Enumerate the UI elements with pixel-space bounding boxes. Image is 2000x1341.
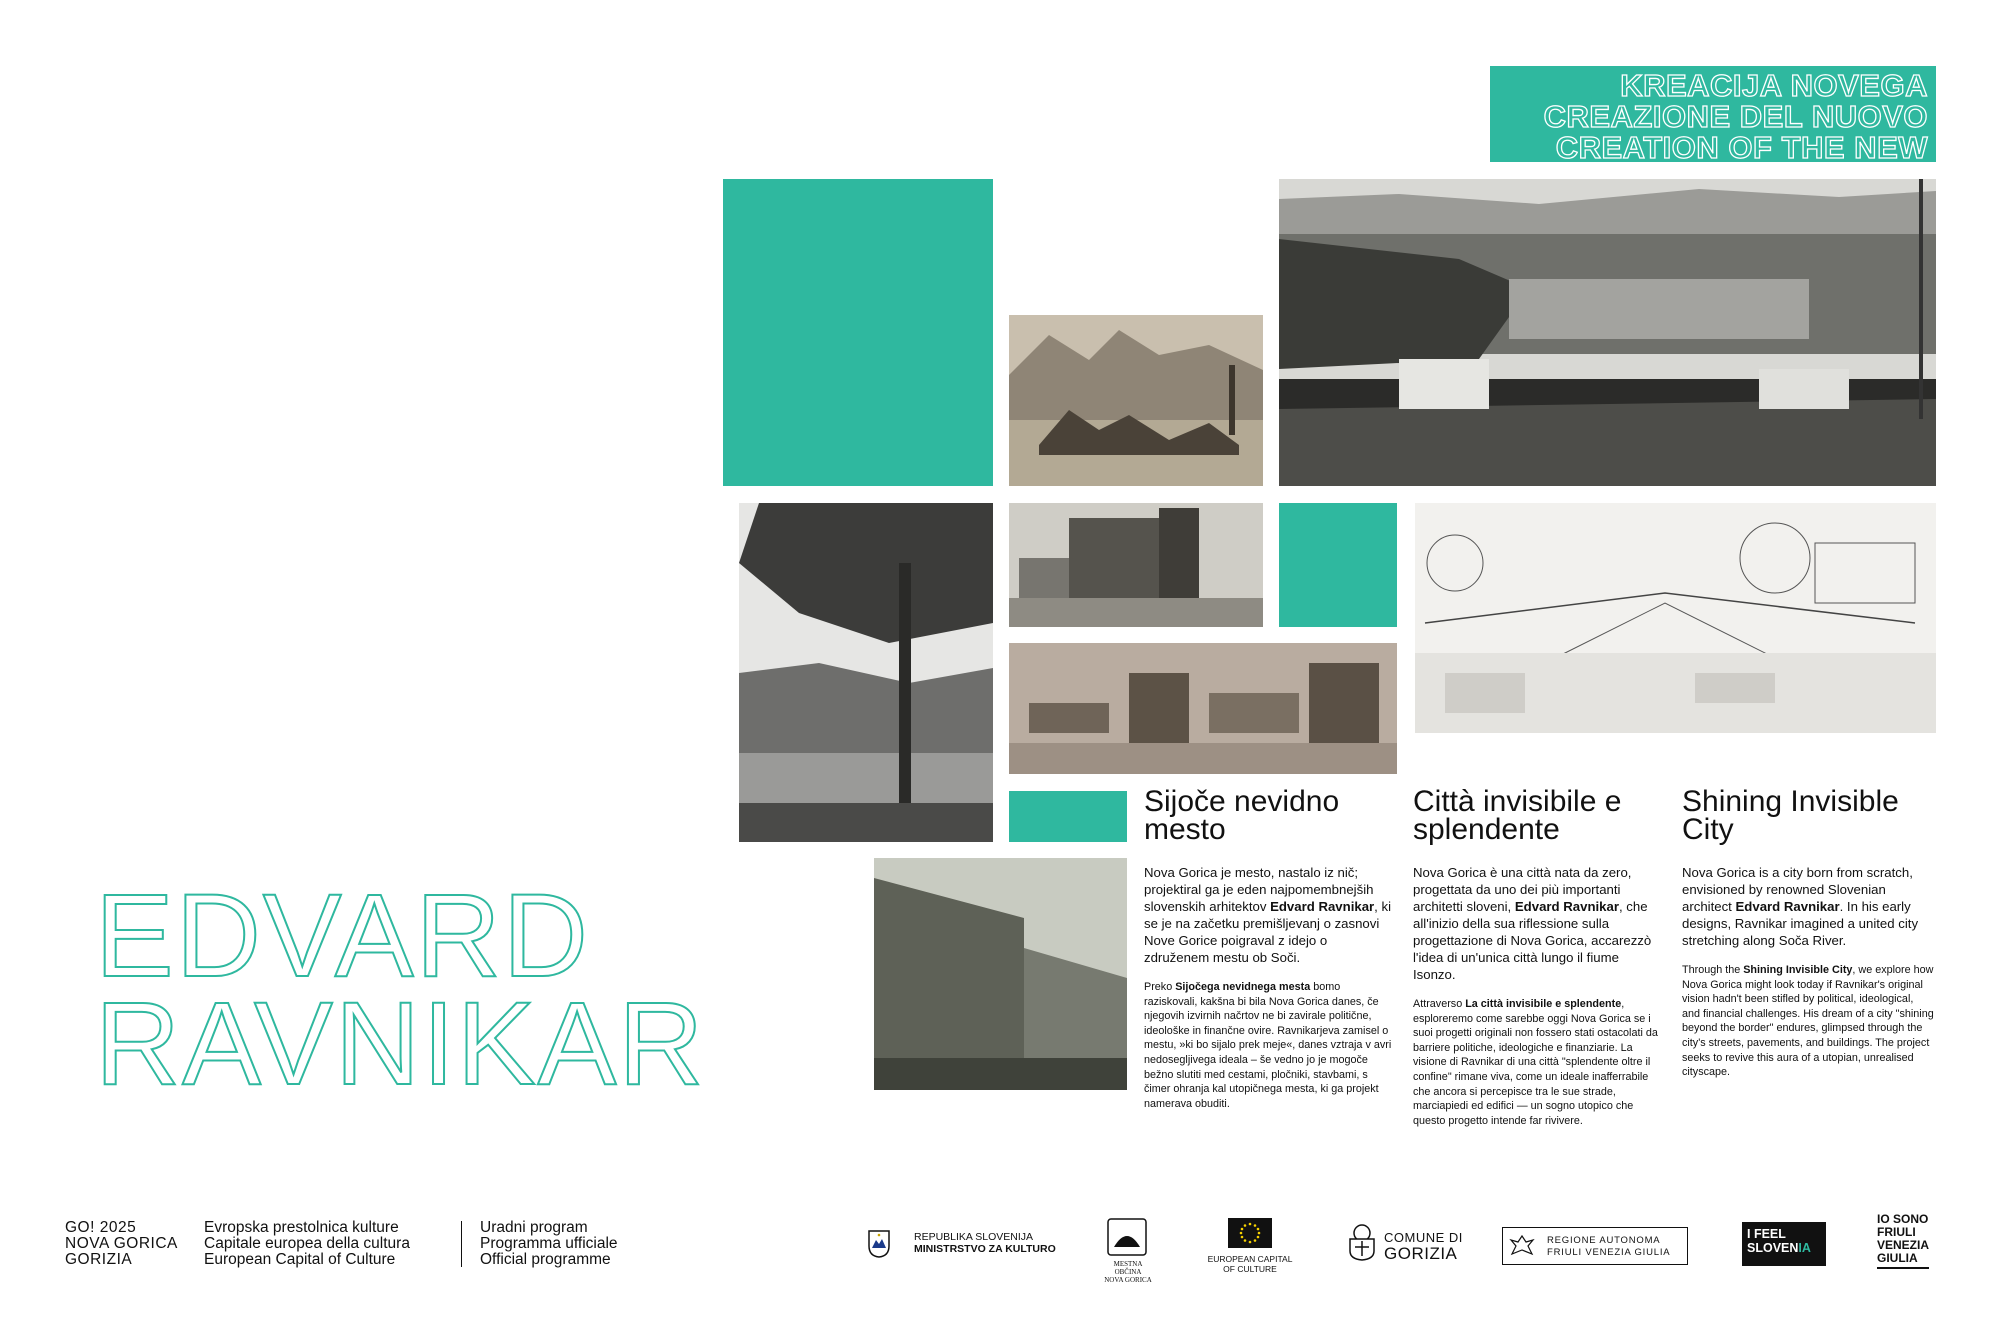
column-slovenian [1144,785,1396,1111]
column-lead: Nova Gorica è una città nata da zero, progettata da uno dei più importanti architetti sloveni, Edvard Ravnikar, che all'inizio della sua riflessione sulla progettazione di Nova Gorica, accarezzò l'idea di un'unica città lungo il fiume Isonzo. [1413,865,1652,982]
ecoc-logo-text: EUROPEAN CAPITAL OF CULTURE [1207,1254,1293,1274]
fvg-region-logo: REGIONE AUTONOMA FRIULI VENEZIA GIULIA [1502,1227,1688,1265]
column-title: Shining Invisible City [1682,785,1899,846]
photo-building-construction [874,858,1127,1090]
photo-panorama-terrace [1279,179,1936,486]
photo-tree-view [739,503,993,842]
teal-block-mid [1279,503,1397,627]
slovenia-coat-of-arms-icon [868,1230,890,1258]
official-programme-label: Uradni program Programma ufficiale Official programme [480,1219,618,1268]
photo-apartment-building [1009,503,1263,627]
column-body: Preko Sijočega nevidnega mesta bomo raziskovali, kakšna bi bila Nova Gorica danes, če njegovih izvirnih načrtov ne bi zavirale politične, ideološke in finančne ovire. Ravnikarjeva zamisel o mestu, »ki bo sijalo prek meje«, danes vztraja v avri nedosegljivega ideala – še vedno jo je mogoče bežno slutiti med cestami, pločniki, stavbami, s čimer ohranja kal utopičnega mesta, ki ga projekt namerava obuditi. [1144,981,1392,1110]
headline-sl: KREACIJA NOVEGA [1620,68,1928,103]
ministry-culture-logo: REPUBLIKA SLOVENIJA MINISTRSTVO ZA KULTURO [914,1231,1056,1255]
eagle-icon [1508,1232,1536,1260]
column-italian [1413,785,1665,1128]
iosono-fvg-logo: IO SONO FRIULI VENEZIA GIULIA [1877,1213,1929,1269]
teal-block-large [723,179,993,486]
column-title: Città invisibile e splendente [1413,785,1622,846]
ifeelslovenia-logo: I FEEL SLOVENIA [1742,1222,1826,1266]
photo-city-model [1009,643,1397,774]
column-lead: Nova Gorica je mesto, nastalo iz nič; projektiral ga je eden najpomembnejših slovenskih arhitektov Edvard Ravnikar, ki se je na začetku premišljevanj o zasnovi Nove Gorice poigraval z idejo o združenem mestu ob Soči. [1144,865,1392,965]
architect-name [95,870,735,1110]
headline-block [1490,66,1936,165]
column-title: Sijoče nevidno mesto [1144,785,1340,846]
column-body: Attraverso La città invisibile e splendente, esploreremo come sarebbe oggi Nova Gorica se i suoi progetti originali non fossero stati ostacolati da barriere politiche, ideologiche e finanziarie. La visione di Ravnikar di una città "splendente oltre il confine" rimane viva, come un ideale inafferrabile che ancora si percepisce tra le sue strade, marciapiedi ed edifici — un sogno utopico che questo progetto intende far rivivere. [1413,998,1658,1127]
gorizia-logo-text: COMUNE DI GORIZIA [1384,1230,1463,1263]
column-english [1682,785,1934,1080]
gorizia-crest-icon [1346,1223,1378,1261]
footer-divider [461,1221,462,1267]
eu-flag-icon [1228,1218,1272,1248]
headline-it: CREAZIONE DEL NUOVO [1543,99,1928,134]
drawing-plan-sketch [1415,503,1936,733]
capital-of-culture-label: Evropska prestolnica kulture Capitale europea della cultura European Capital of Culture [204,1219,410,1268]
name-first: EDVARD [95,870,591,1002]
mong-crest-icon [1106,1217,1148,1257]
go2025-logo: GO! 2025 NOVA GORICA GORIZIA [65,1219,178,1268]
column-body: Through the Shining Invisible City, we explore how Nova Gorica might look today if Ravnikar's original vision hadn't been stifled by political, ideological, and financial challenges. His dream of a city "shining beyond the border" endures, glimpsed through the city's streets, pavements, and buildings. The project seeks to revive this aura of a utopian, unrealised cityscape. [1682,964,1934,1079]
mong-logo-text: MESTNA OBČINA NOVA GORICA [1104,1260,1152,1284]
photo-workers-mountains [1009,315,1263,486]
column-lead: Nova Gorica is a city born from scratch, envisioned by renowned Slovenian architect Edvard Ravnikar. In his early designs, Ravnikar imagined a united city stretching along Soča River. [1682,865,1919,948]
headline-en: CREATION OF THE NEW [1555,130,1928,165]
teal-block-small [1009,791,1127,842]
name-last: RAVNIKAR [95,978,706,1110]
